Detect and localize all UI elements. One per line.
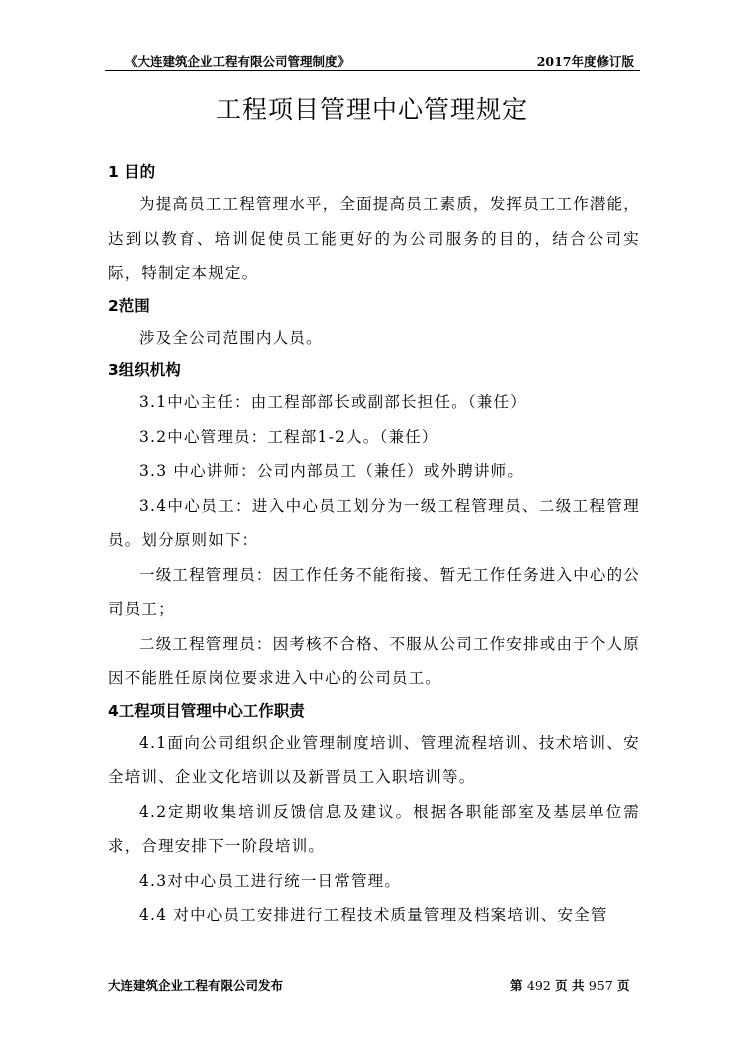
page-suffix: 页 (617, 978, 630, 993)
paragraph: 3.1中心主任：由工程部部长或副部长担任。（兼任） (139, 393, 527, 411)
footer-publisher: 大连建筑企业工程有限公司发布 (108, 978, 284, 993)
page-current: 492 (526, 978, 551, 993)
page-number (510, 976, 630, 994)
paragraph: 4.1面向公司组织企业管理制度培训、管理流程培训、技术培训、安全培训、企业文化培训以及新晋员工入职培训等。 (108, 733, 640, 786)
paragraph: 一级工程管理员：因工作任务不能衔接、暂无工作任务进入中心的公司员工； (108, 565, 641, 618)
section-heading: 4工程项目管理中心工作职责 (108, 701, 305, 720)
page-title: 工程项目管理中心管理规定 (215, 95, 528, 124)
paragraph: 二级工程管理员：因考核不合格、不服从公司工作安排或由于个人原因不能胜任原岗位要求进入中心的公司员工。 (108, 634, 641, 687)
section-responsibilities (108, 696, 640, 933)
page-mid: 页 共 (555, 978, 585, 993)
paragraph: 4.4 对中心员工安排进行工程技术质量管理及档案培训、安全管 (139, 906, 608, 924)
page-prefix: 第 (510, 978, 523, 993)
section-heading: 1 目的 (108, 163, 156, 181)
header-edition: 2017年度修订版 (536, 54, 634, 69)
paragraph: 3.3 中心讲师：公司内部员工（兼任）或外聘讲师。 (139, 462, 525, 480)
paragraph: 3.4中心员工：进入中心员工划分为一级工程管理员、二级工程管理员。划分原则如下： (108, 496, 640, 549)
section-purpose (108, 157, 640, 291)
paragraph: 涉及全公司范围内人员。 (139, 328, 323, 347)
document-body (108, 157, 640, 933)
paragraph: 3.2中心管理员：工程部1-2人。（兼任） (139, 427, 439, 446)
page-header (105, 50, 640, 71)
section-organization (108, 355, 640, 696)
section-heading: 2范围 (108, 296, 150, 315)
paragraph: 4.2定期收集培训反馈信息及建议。根据各职能部室及基层单位需求，合理安排下一阶段培训。 (108, 802, 640, 855)
page-total: 957 (588, 978, 613, 993)
paragraph: 为提高员工工程管理水平，全面提高员工素质，发挥员工工作潜能，达到以教育、培训促使员工能更好的为公司服务的目的，结合公司实际，特制定本规定。 (108, 195, 641, 282)
section-scope (108, 291, 640, 356)
section-heading: 3组织机构 (108, 361, 181, 379)
header-document-title: 《大连建筑企业工程有限公司管理制度》 (125, 54, 351, 69)
paragraph: 4.3对中心员工进行统一日常管理。 (139, 871, 402, 890)
